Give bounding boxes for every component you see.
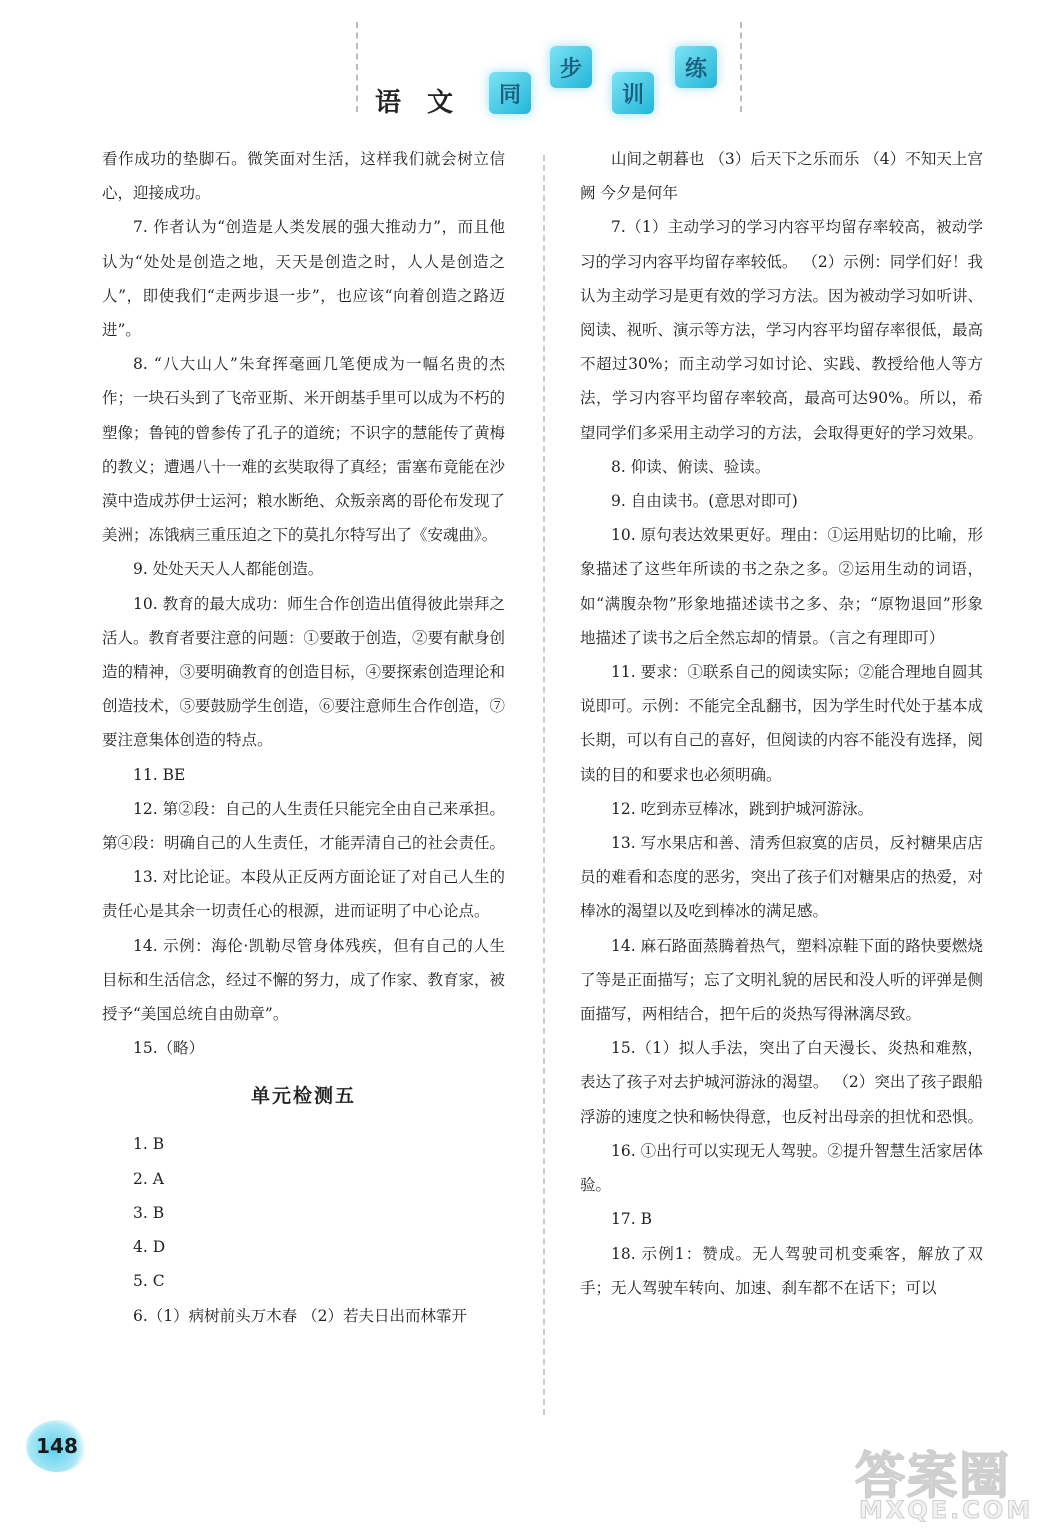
answer-paragraph: 9. 处处天天人人都能创造。 [133, 560, 324, 579]
answer-paragraph: 11. BE [133, 765, 186, 784]
answer-paragraph: 1. B [133, 1135, 165, 1154]
badge-xun: 训 [612, 72, 654, 114]
page-header [0, 0, 1043, 150]
answer-paragraph: 看作成功的垫脚石。微笑面对生活，这样我们就会树立信心，迎接成功。 [102, 150, 505, 203]
answer-paragraph: 8. 仰读、俯读、验读。 [611, 457, 771, 476]
subject-char-2: 文 [427, 88, 456, 118]
answer-paragraph: 13. 写水果店和善、清秀但寂寞的店员，反衬糖果店店员的难看和态度的恶劣，突出了孩子们对糖果店的热爱，对棒冰的渴望以及吃到棒冰的满足感。 [580, 834, 984, 921]
answer-paragraph: 18. 示例1：赞成。无人驾驶司机变乘客，解放了双手；无人驾驶车转向、加速、刹车都不在话下；可以 [580, 1244, 983, 1297]
answer-paragraph: 12. 第②段：自己的人生责任只能完全由自己来承担。 第④段：明确自己的人生责任，才能弄清自己的社会责任。 [102, 799, 506, 853]
header-divider-left [356, 22, 358, 112]
answer-paragraph: 8. “八大山人”朱耷挥毫画几笔便成为一幅名贵的杰作；一块石头到了飞帝亚斯、米开朗基手里可以成为不朽的塑像；鲁钝的曾参传了孔子的道统；不识字的慧能传了黄梅的教义；遭遇八十一难的玄奘取得了真经；雷塞布竟能在沙漠中造成苏伊士运河；粮水断绝、众叛亲离的哥伦布发现了美洲；冻饿病三重压迫之下的莫扎尔特写出了《安魂曲》。 [102, 355, 506, 545]
badge-lian: 练 [675, 46, 717, 88]
answer-paragraph: 15.（略） [133, 1039, 205, 1058]
column-divider [543, 155, 545, 1415]
answer-paragraph: 16. ①出行可以实现无人驾驶。②提升智慧生活家居体验。 [580, 1141, 983, 1195]
header-divider-right [740, 22, 742, 112]
watermark-logo [855, 1436, 1034, 1530]
answer-paragraph: 13. 对比论证。本段从正反两方面论证了对自己人生的责任心是其余一切责任心的根源，进而证明了中心论点。 [102, 868, 505, 921]
watermark-text: 答案圈 [855, 1447, 1011, 1505]
answer-paragraph: 5. C [133, 1272, 165, 1291]
answer-paragraph: 2. A [133, 1169, 164, 1188]
badge-bu: 步 [550, 46, 592, 88]
answer-paragraph: 3. B [133, 1203, 165, 1222]
right-column [580, 142, 983, 1305]
answer-paragraph: 7.（1）主动学习的学习内容平均留存率较高，被动学习的学习内容平均留存率较低。 （2）示例：同学们好！我认为主动学习是更有效的学习方法。因为被动学习如听讲、阅读、视听、演示等方法，学习内容平均留存率很低，最高不超过30%；而主动学习如讨论、实践、教授给他人等方法，学习内容平均留存率较高，最高可达90%。所以，希望同学们多采用主动学习的方法，会取得更好的学习效果。 [580, 218, 984, 442]
section-title: 单元检测五 [250, 1085, 356, 1108]
answer-paragraph: 14. 示例：海伦·凯勒尽管身体残疾，但有自己的人生目标和生活信念，经过不懈的努力，成了作家、教育家，被授予“美国总统自由勋章”。 [102, 936, 506, 1024]
answer-paragraph: 7. 作者认为“创造是人类发展的强大推动力”，而且他认为“处处是创造之地，天天是创造之时，人人是创造之人”，即使我们“走两步退一步”，也应该“向着创造之路迈进”。 [102, 218, 505, 340]
answer-paragraph: 6.（1）病树前头万木春 （2）若夫日出而林霏开 [133, 1306, 467, 1325]
answer-paragraph: 10. 原句表达效果更好。理由：①运用贴切的比喻，形象描述了这些年所读的书之杂之多。②运用生动的词语，如“满腹杂物”形象地描述读书之多、杂；“原物退回”形象地描述了读书之后全然忘却的情景。（言之有理即可） [580, 526, 983, 647]
subject-char-1: 语 [375, 88, 404, 118]
answer-paragraph: 9. 自由读书。(意思对即可) [611, 492, 798, 511]
answer-paragraph: 12. 吃到赤豆棒冰，跳到护城河游泳。 [611, 799, 874, 818]
watermark-url: MXQE.COM [859, 1496, 1034, 1524]
left-column [102, 142, 505, 1333]
answer-paragraph: 17. B [611, 1210, 652, 1229]
page-number: 148 [26, 1420, 88, 1472]
answer-paragraph: 14. 麻石路面蒸腾着热气，塑料凉鞋下面的路快要燃烧了等是正面描写；忘了文明礼貌的居民和没人听的评弹是侧面描写，两相结合，把午后的炎热写得淋漓尽致。 [580, 936, 984, 1024]
answer-paragraph: 山间之朝暮也 （3）后天下之乐而乐 （4）不知天上宫阙 今夕是何年 [580, 150, 983, 203]
answer-paragraph: 10. 教育的最大成功：师生合作创造出值得彼此崇拜之活人。教育者要注意的问题：①要敢于创造，②要有献身创造的精神，③要明确教育的创造目标，④要探索创造理论和创造技术，⑤要鼓励学生创造，⑥要注意师生合作创造，⑦要注意集体创造的特点。 [102, 594, 506, 750]
badge-tong: 同 [489, 72, 531, 114]
answer-paragraph: 15.（1）拟人手法，突出了白天漫长、炎热和难熬，表达了孩子对去护城河游泳的渴望。 （2）突出了孩子跟船浮游的速度之快和畅快得意，也反衬出母亲的担忧和恐惧。 [580, 1039, 984, 1126]
answer-paragraph: 4. D [133, 1238, 166, 1257]
answer-paragraph: 11. 要求：①联系自己的阅读实际；②能合理地自圆其说即可。示例：不能完全乱翻书，因为学生时代处于基本成长期，可以有自己的喜好，但阅读的内容不能没有选择，阅读的目的和要求也必须明确。 [580, 663, 984, 784]
